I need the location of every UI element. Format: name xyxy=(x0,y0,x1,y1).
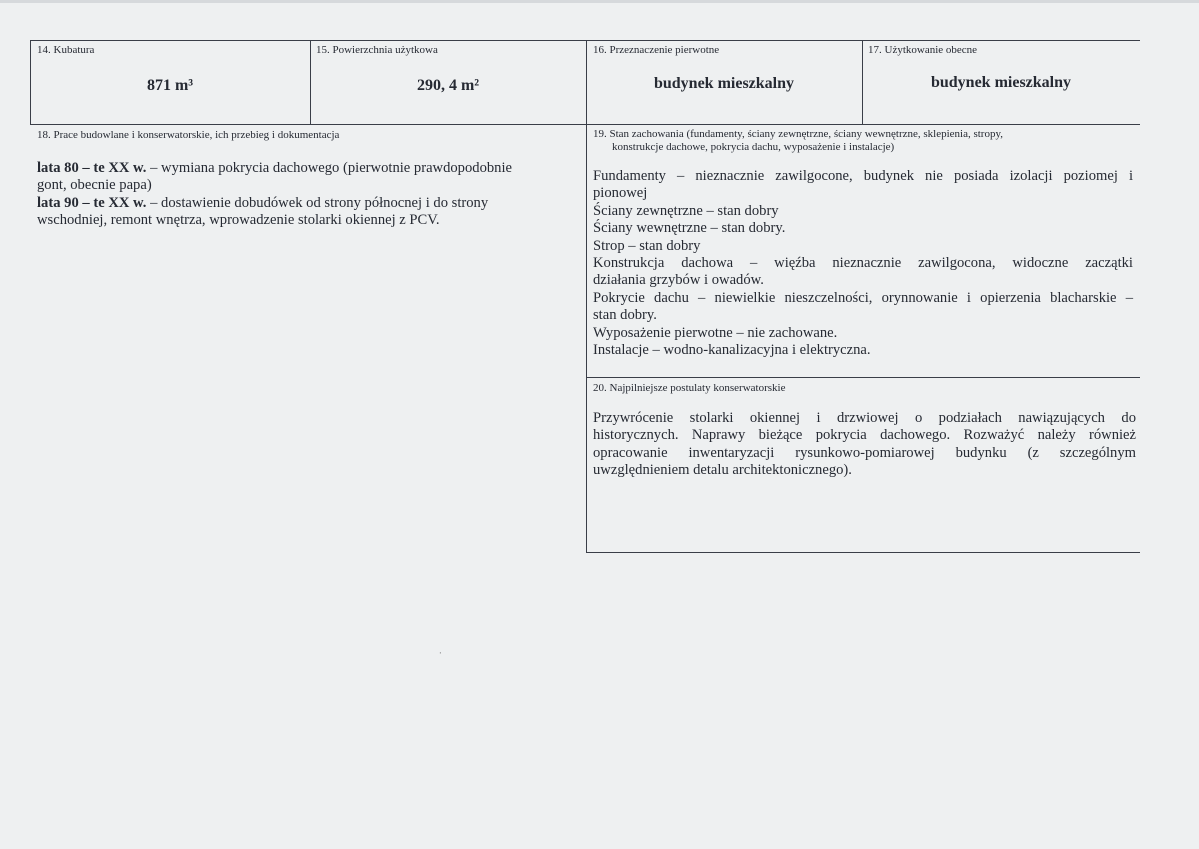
f18-entry-2 xyxy=(37,195,577,230)
f18-entry-1-text-cont: gont, obecnie papa) xyxy=(37,177,152,194)
scan-top-edge xyxy=(0,0,1199,3)
f19-line-11: Instalacje – wodno-kanalizacyjna i elektryczna. xyxy=(593,342,871,359)
f19-line-7: działania grzybów i owadów. xyxy=(593,272,764,289)
rule-top xyxy=(30,40,1140,41)
f19-line-3: Ściany zewnętrzne – stan dobry xyxy=(593,202,779,219)
f15-label: 15. Powierzchnia użytkowa xyxy=(316,44,438,56)
f20-line-4: uwzględnieniem detalu architektonicznego). xyxy=(593,462,852,479)
f18-label: 18. Prace budowlane i konserwatorskie, ich przebieg i dokumentacja xyxy=(37,129,340,141)
f19-line-10: Wyposażenie pierwotne – nie zachowane. xyxy=(593,324,838,341)
f19-line-4: Ściany wewnętrzne – stan dobry. xyxy=(593,220,786,237)
f14-value: 871 m³ xyxy=(146,77,194,94)
f19-label-cont: konstrukcje dachowe, pokrycia dachu, wyposażenie i instalacje) xyxy=(612,141,895,153)
f16-label: 16. Przeznaczenie pierwotne xyxy=(593,44,720,56)
f19-label: 19. Stan zachowania (fundamenty, ściany zewnętrzne, ściany wewnętrzne, sklepienia, stropy, xyxy=(593,128,1004,140)
f20-body xyxy=(593,410,1136,480)
rule-row1-bottom xyxy=(30,124,1140,125)
rule-col-b xyxy=(586,40,587,553)
f18-entry-2-period: lata 90 – te XX w. xyxy=(37,195,147,211)
f19-line-1: Fundamenty – nieznacznie zawilgocone, budynek nie posiada izolacji poziomej i xyxy=(593,168,1133,184)
f19-line-6: Konstrukcja dachowa – więźba nieznacznie zawilgocona, widoczne zaczątki xyxy=(593,255,1133,272)
f19-line-8: Pokrycie dachu – niewielkie nieszczelności, orynnowanie i opierzenia blacharskie – xyxy=(593,289,1133,306)
f17-label: 17. Użytkowanie obecne xyxy=(868,44,978,56)
f19-body xyxy=(593,168,1133,359)
rule-f20-bottom xyxy=(587,552,1140,553)
rule-f19-bottom xyxy=(587,377,1140,378)
f20-line-1: Przywrócenie stolarki okiennej i drzwiowej o podziałach nawiązujących do xyxy=(593,410,1136,426)
f19-line-9: stan dobry. xyxy=(593,307,657,324)
f20-label: 20. Najpilniejsze postulaty konserwatorskie xyxy=(593,382,786,394)
f18-entry-2-text-cont: wschodniej, remont wnętrza, wprowadzenie stolarki okiennej z PCV. xyxy=(37,212,440,229)
f15-value: 290, 4 m² xyxy=(416,77,480,94)
f20-line-3: opracowanie inwentaryzacji rysunkowo-pomiarowej budynku (z szczególnym xyxy=(593,444,1136,461)
f18-entry-1-period: lata 80 – te XX w. xyxy=(37,160,147,176)
f19-line-2: pionowej xyxy=(593,185,648,202)
f16-value: budynek mieszkalny xyxy=(653,75,795,92)
f20-line-2: historycznych. Naprawy bieżące pokrycia dachowego. Rozważyć należy również xyxy=(593,427,1136,444)
f17-value: budynek mieszkalny xyxy=(930,74,1072,91)
f19-line-5: Strop – stan dobry xyxy=(593,237,701,254)
f14-label: 14. Kubatura xyxy=(37,44,95,56)
f18-entry-2-text: – dostawienie dobudówek od strony północnej i do strony xyxy=(146,195,489,211)
f18-entry-1 xyxy=(37,160,577,195)
f18-entry-1-text: – wymiana pokrycia dachowego (pierwotnie prawdopodobnie xyxy=(146,160,512,176)
scan-mark: ᐝ xyxy=(439,651,442,661)
